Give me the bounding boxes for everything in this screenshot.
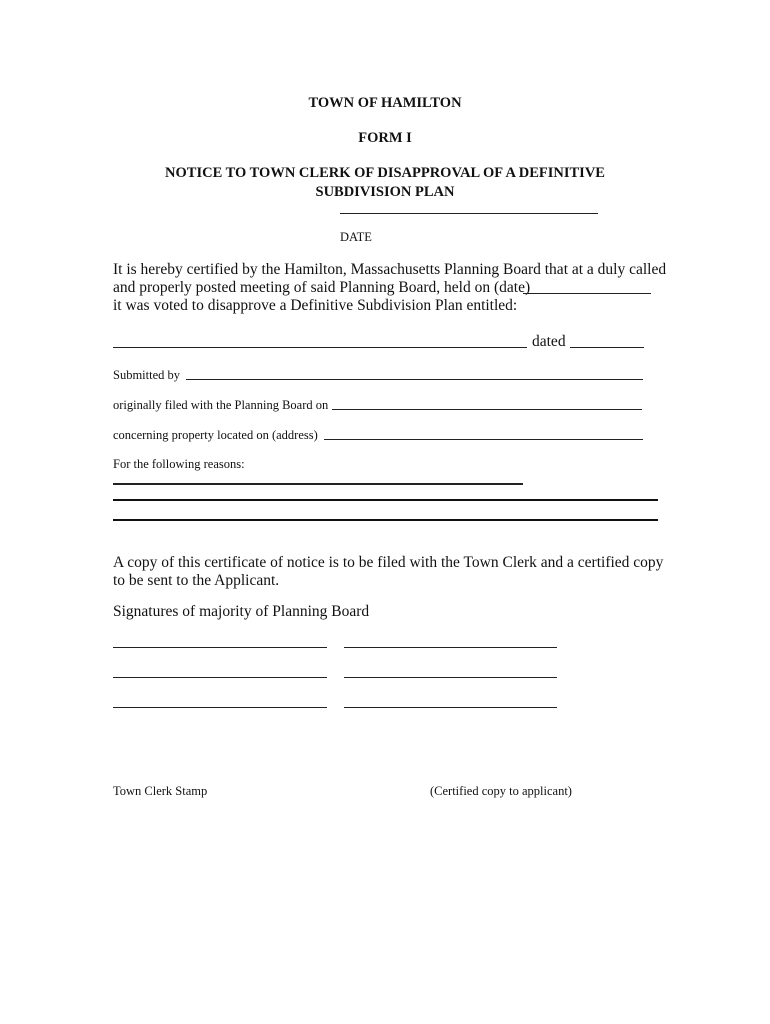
signature-line-3[interactable] xyxy=(113,677,327,678)
reasons-label: For the following reasons: xyxy=(113,457,245,471)
signatures-label: Signatures of majority of Planning Board xyxy=(113,603,370,620)
town-title: TOWN OF HAMILTON xyxy=(308,95,462,111)
date-label: DATE xyxy=(340,230,372,244)
date-line[interactable] xyxy=(340,213,598,214)
originally-filed-line[interactable] xyxy=(332,409,642,410)
originally-filed-label: originally filed with the Planning Board on xyxy=(113,398,329,412)
reasons-line-1[interactable] xyxy=(113,483,523,485)
copy-notice-line1: A copy of this certificate of notice is to be filed with the Town Clerk and a certified copy xyxy=(113,554,664,571)
plan-title-line[interactable] xyxy=(113,347,527,348)
concerning-property-line[interactable] xyxy=(324,439,643,440)
form-title-line2: SUBDIVISION PLAN xyxy=(315,184,455,200)
signature-line-1[interactable] xyxy=(113,647,327,648)
form-number: FORM I xyxy=(358,130,412,146)
reasons-line-2[interactable] xyxy=(113,499,658,501)
signature-line-2[interactable] xyxy=(344,647,557,648)
dated-label: dated xyxy=(532,333,566,350)
certification-line1: It is hereby certified by the Hamilton, Massachusetts Planning Board that at a duly called xyxy=(113,261,667,278)
concerning-property-label: concerning property located on (address) xyxy=(113,428,318,442)
certification-line2: and properly posted meeting of said Planning Board, held on (date) xyxy=(113,279,531,296)
reasons-line-3[interactable] xyxy=(113,519,658,521)
submitted-by-label: Submitted by xyxy=(113,368,181,382)
signature-line-4[interactable] xyxy=(344,677,557,678)
signature-line-5[interactable] xyxy=(113,707,327,708)
dated-line[interactable] xyxy=(570,347,644,348)
certification-line3: it was voted to disapprove a Definitive Subdivision Plan entitled: xyxy=(113,297,518,314)
form-title-line1: NOTICE TO TOWN CLERK OF DISAPPROVAL OF A DEFINITIVE xyxy=(165,165,605,181)
signature-line-6[interactable] xyxy=(344,707,557,708)
certified-copy-label: (Certified copy to applicant) xyxy=(430,784,572,798)
meeting-date-line[interactable] xyxy=(523,293,651,294)
submitted-by-line[interactable] xyxy=(186,379,643,380)
copy-notice-line2: to be sent to the Applicant. xyxy=(113,572,280,589)
town-clerk-stamp-label: Town Clerk Stamp xyxy=(113,784,208,798)
